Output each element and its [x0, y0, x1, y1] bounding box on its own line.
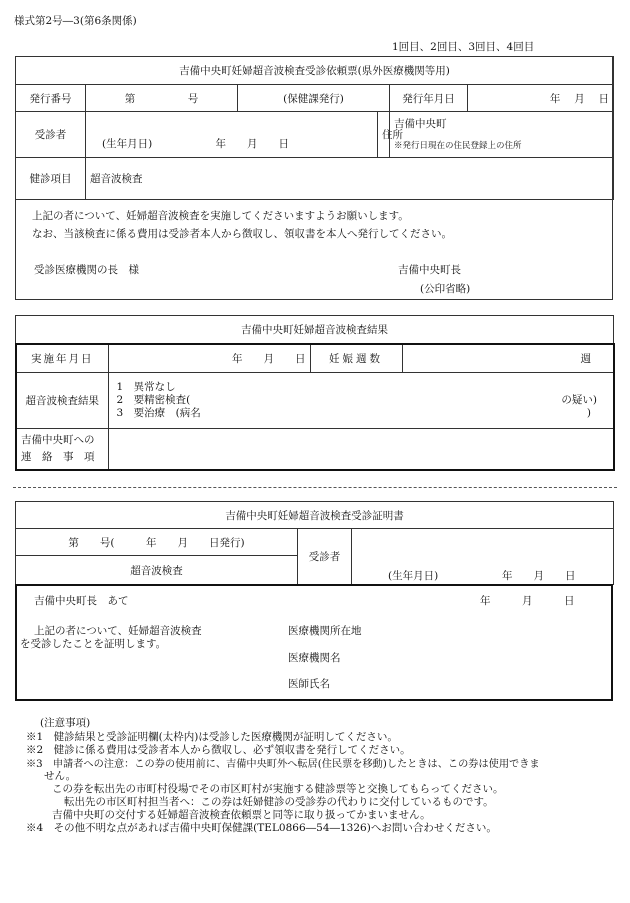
- address-note: ※発行日現在の住民登録上の住所: [394, 141, 522, 151]
- exam-item-value: 超音波検査: [86, 158, 614, 200]
- exam-item-label: 健診項目: [16, 158, 86, 200]
- patient-label: 受診者: [16, 112, 86, 158]
- certificate-birth-value: 年 月 日: [502, 570, 576, 582]
- note-1: ※1 健診結果と受診証明欄(太枠内)は受診した医療機関が証明してください。: [26, 731, 398, 743]
- result-options[interactable]: [108, 372, 614, 428]
- contact-label-line-1: 吉備中央町への: [21, 433, 95, 446]
- request-form-title: 吉備中央町妊婦超音波検査受診依頼票(県外医療機関等用): [16, 57, 614, 85]
- result-option-3-end: ): [586, 406, 591, 419]
- results-title: 吉備中央町妊婦超音波検査結果: [16, 316, 614, 344]
- birth-label: (生年月日): [102, 138, 153, 150]
- certificate-statement-1: 上記の者について、妊婦超音波検査: [34, 625, 202, 637]
- note-2: ※2 健診に係る費用は受診者本人から徴収し、必ず領収書を発行してください。: [26, 744, 411, 756]
- issuer-label: (保健課発行): [238, 85, 390, 112]
- address-label: 住所: [378, 112, 390, 158]
- address-value: 吉備中央町: [394, 118, 447, 130]
- result-label: 超音波検査結果: [16, 372, 108, 428]
- contact-label: [16, 428, 108, 470]
- result-option-2-label: 2 要精密検査(: [116, 393, 191, 406]
- address-cell[interactable]: [390, 112, 614, 158]
- exam-date-label: 実施年月日: [16, 344, 108, 372]
- cut-line: [13, 487, 617, 488]
- contact-notes-field[interactable]: [108, 428, 614, 470]
- result-option-2-end: の疑い): [561, 393, 597, 406]
- patient-birth-cell[interactable]: [86, 112, 378, 158]
- result-option-1[interactable]: 1 異常なし: [116, 380, 176, 393]
- certificate-date[interactable]: 年 月 日: [480, 595, 575, 607]
- weeks-unit: 週: [580, 352, 591, 365]
- pregnancy-weeks-label: 妊娠週数: [310, 344, 402, 372]
- round-label: 1回目、2回目、3回目、4回目: [392, 41, 535, 53]
- birth-value: 年 月 日: [215, 138, 290, 150]
- exam-date-value[interactable]: 年 月 日: [108, 344, 310, 372]
- sender: 吉備中央町長: [398, 264, 461, 276]
- seal-omitted: (公印省略): [420, 283, 471, 295]
- note-3-exchange: この券を転出先の市町村役場でその市区町村が実施する健診票等と交換してもらってください。: [52, 783, 504, 795]
- request-message-1: 上記の者について、妊婦超音波検査を実施してくださいますようお願いします。: [32, 210, 409, 222]
- certificate-exam: 超音波検査: [16, 556, 298, 585]
- results-table: [15, 315, 614, 344]
- institution-address-label: 医療機関所在地: [288, 625, 362, 637]
- note-3-cont: せん。: [44, 770, 77, 782]
- issue-date-label: 発行年月日: [390, 85, 468, 112]
- certificate-title: 吉備中央町妊婦超音波検査受診証明書: [16, 502, 614, 529]
- result-option-2[interactable]: [117, 394, 610, 407]
- notes-heading: (注意事項): [40, 717, 91, 729]
- certificate-statement-2: を受診したことを証明します。: [20, 638, 167, 650]
- result-option-3-label: 3 要治療 (病名: [116, 406, 201, 419]
- contact-label-line-2: 連 絡 事 項: [21, 450, 95, 463]
- request-form-table: [15, 56, 614, 200]
- certificate-birth-label: (生年月日): [388, 570, 439, 582]
- results-body-table: [15, 343, 615, 471]
- certificate-patient-label: 受診者: [298, 529, 352, 585]
- issue-number-label: 発行番号: [16, 85, 86, 112]
- pregnancy-weeks-value[interactable]: [402, 344, 614, 372]
- certificate-number[interactable]: 第 号( 年 月 日発行): [16, 529, 298, 556]
- note-3: ※3 申請者への注意：この券の使用前に、吉備中央町外へ転居(住民票を移動)したときは、この券は使用できま: [26, 759, 540, 770]
- issue-date-value[interactable]: 年 月 日: [468, 85, 614, 112]
- request-message-2: なお、当該検査に係る費用は受診者本人から徴収し、領収書を本人へ発行してください。: [32, 228, 452, 240]
- addressee: 受診医療機関の長 様: [34, 264, 139, 276]
- form-number: 様式第2号―3(第6条関係): [14, 15, 137, 27]
- note-4: ※4 その他不明な点があれば吉備中央町保健課(TEL0866―54―1326)へお問い合わせください。: [26, 822, 497, 834]
- certificate-to: 吉備中央町長 あて: [34, 595, 129, 607]
- doctor-name-label: 医師氏名: [288, 678, 330, 690]
- institution-name-label: 医療機関名: [288, 652, 341, 664]
- note-3-equivalent: 吉備中央町の交付する妊婦超音波検査依頼票と同等に取り扱ってかまいません。: [52, 809, 431, 821]
- result-option-3[interactable]: [117, 407, 610, 420]
- issue-number-value[interactable]: 第 号: [86, 85, 238, 112]
- note-3-staff: 転出先の市区町村担当者へ：この券は妊婦健診の受診券の代わりに交付しているものです。: [64, 796, 494, 808]
